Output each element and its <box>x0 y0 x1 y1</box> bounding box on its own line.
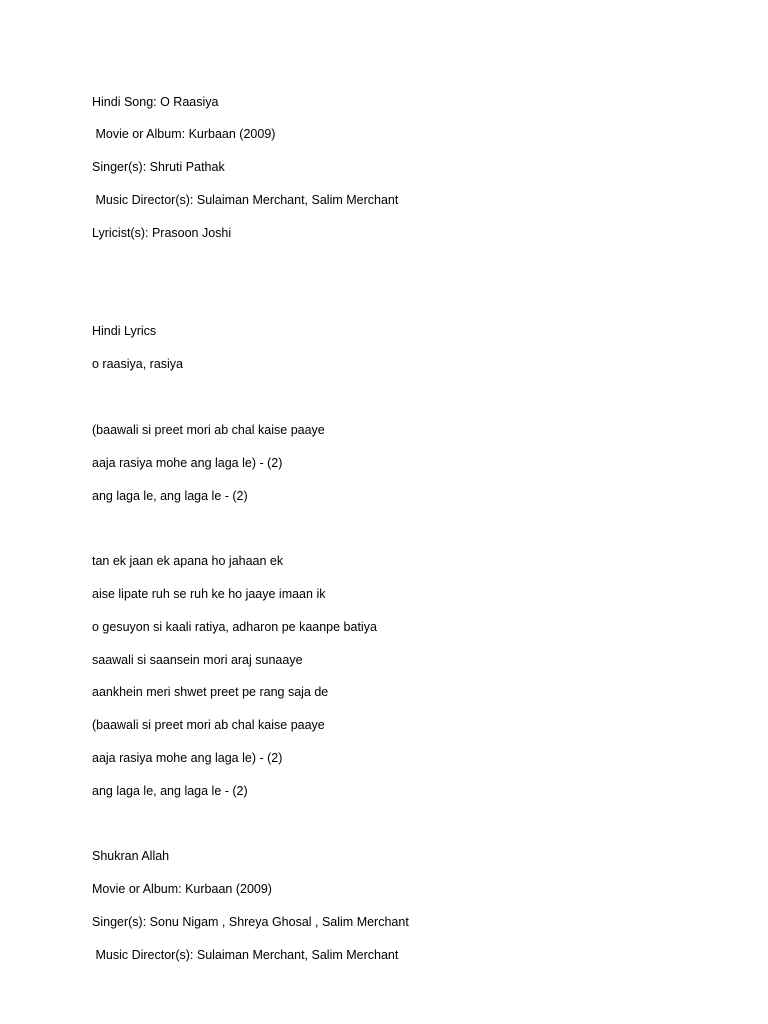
lyrics-heading: Hindi Lyrics <box>92 324 157 338</box>
lyric-line: o gesuyon si kaali ratiya, adharon pe kaanpe batiya <box>92 620 377 634</box>
lyric-line: aaja rasiya mohe ang laga le) - (2) <box>92 456 283 470</box>
movie-album: Movie or Album: Kurbaan (2009) <box>92 127 276 141</box>
music-director: Music Director(s): Sulaiman Merchant, Salim Merchant <box>92 193 399 207</box>
lyric-line: aankhein meri shwet preet pe rang saja de <box>92 685 329 699</box>
lyric-line: ang laga le, ang laga le - (2) <box>92 784 248 798</box>
lyric-line: aaja rasiya mohe ang laga le) - (2) <box>92 751 283 765</box>
singers: Singer(s): Shruti Pathak <box>92 160 225 174</box>
song-title: Shukran Allah <box>92 849 170 863</box>
song-title: Hindi Song: O Raasiya <box>92 95 219 109</box>
lyric-line: (baawali si preet mori ab chal kaise paaye <box>92 423 325 437</box>
lyricist: Lyricist(s): Prasoon Joshi <box>92 226 232 240</box>
movie-album: Movie or Album: Kurbaan (2009) <box>92 882 272 896</box>
lyric-line: tan ek jaan ek apana ho jahaan ek <box>92 554 284 568</box>
lyric-line: saawali si saansein mori araj sunaaye <box>92 653 303 667</box>
lyric-line: aise lipate ruh se ruh ke ho jaaye imaan ik <box>92 587 326 601</box>
lyric-line: ang laga le, ang laga le - (2) <box>92 489 248 503</box>
lyric-line: (baawali si preet mori ab chal kaise paaye <box>92 718 325 732</box>
lyric-line: o raasiya, rasiya <box>92 357 184 371</box>
singers: Singer(s): Sonu Nigam , Shreya Ghosal , Salim Merchant <box>92 915 409 929</box>
music-director: Music Director(s): Sulaiman Merchant, Salim Merchant <box>92 948 399 962</box>
